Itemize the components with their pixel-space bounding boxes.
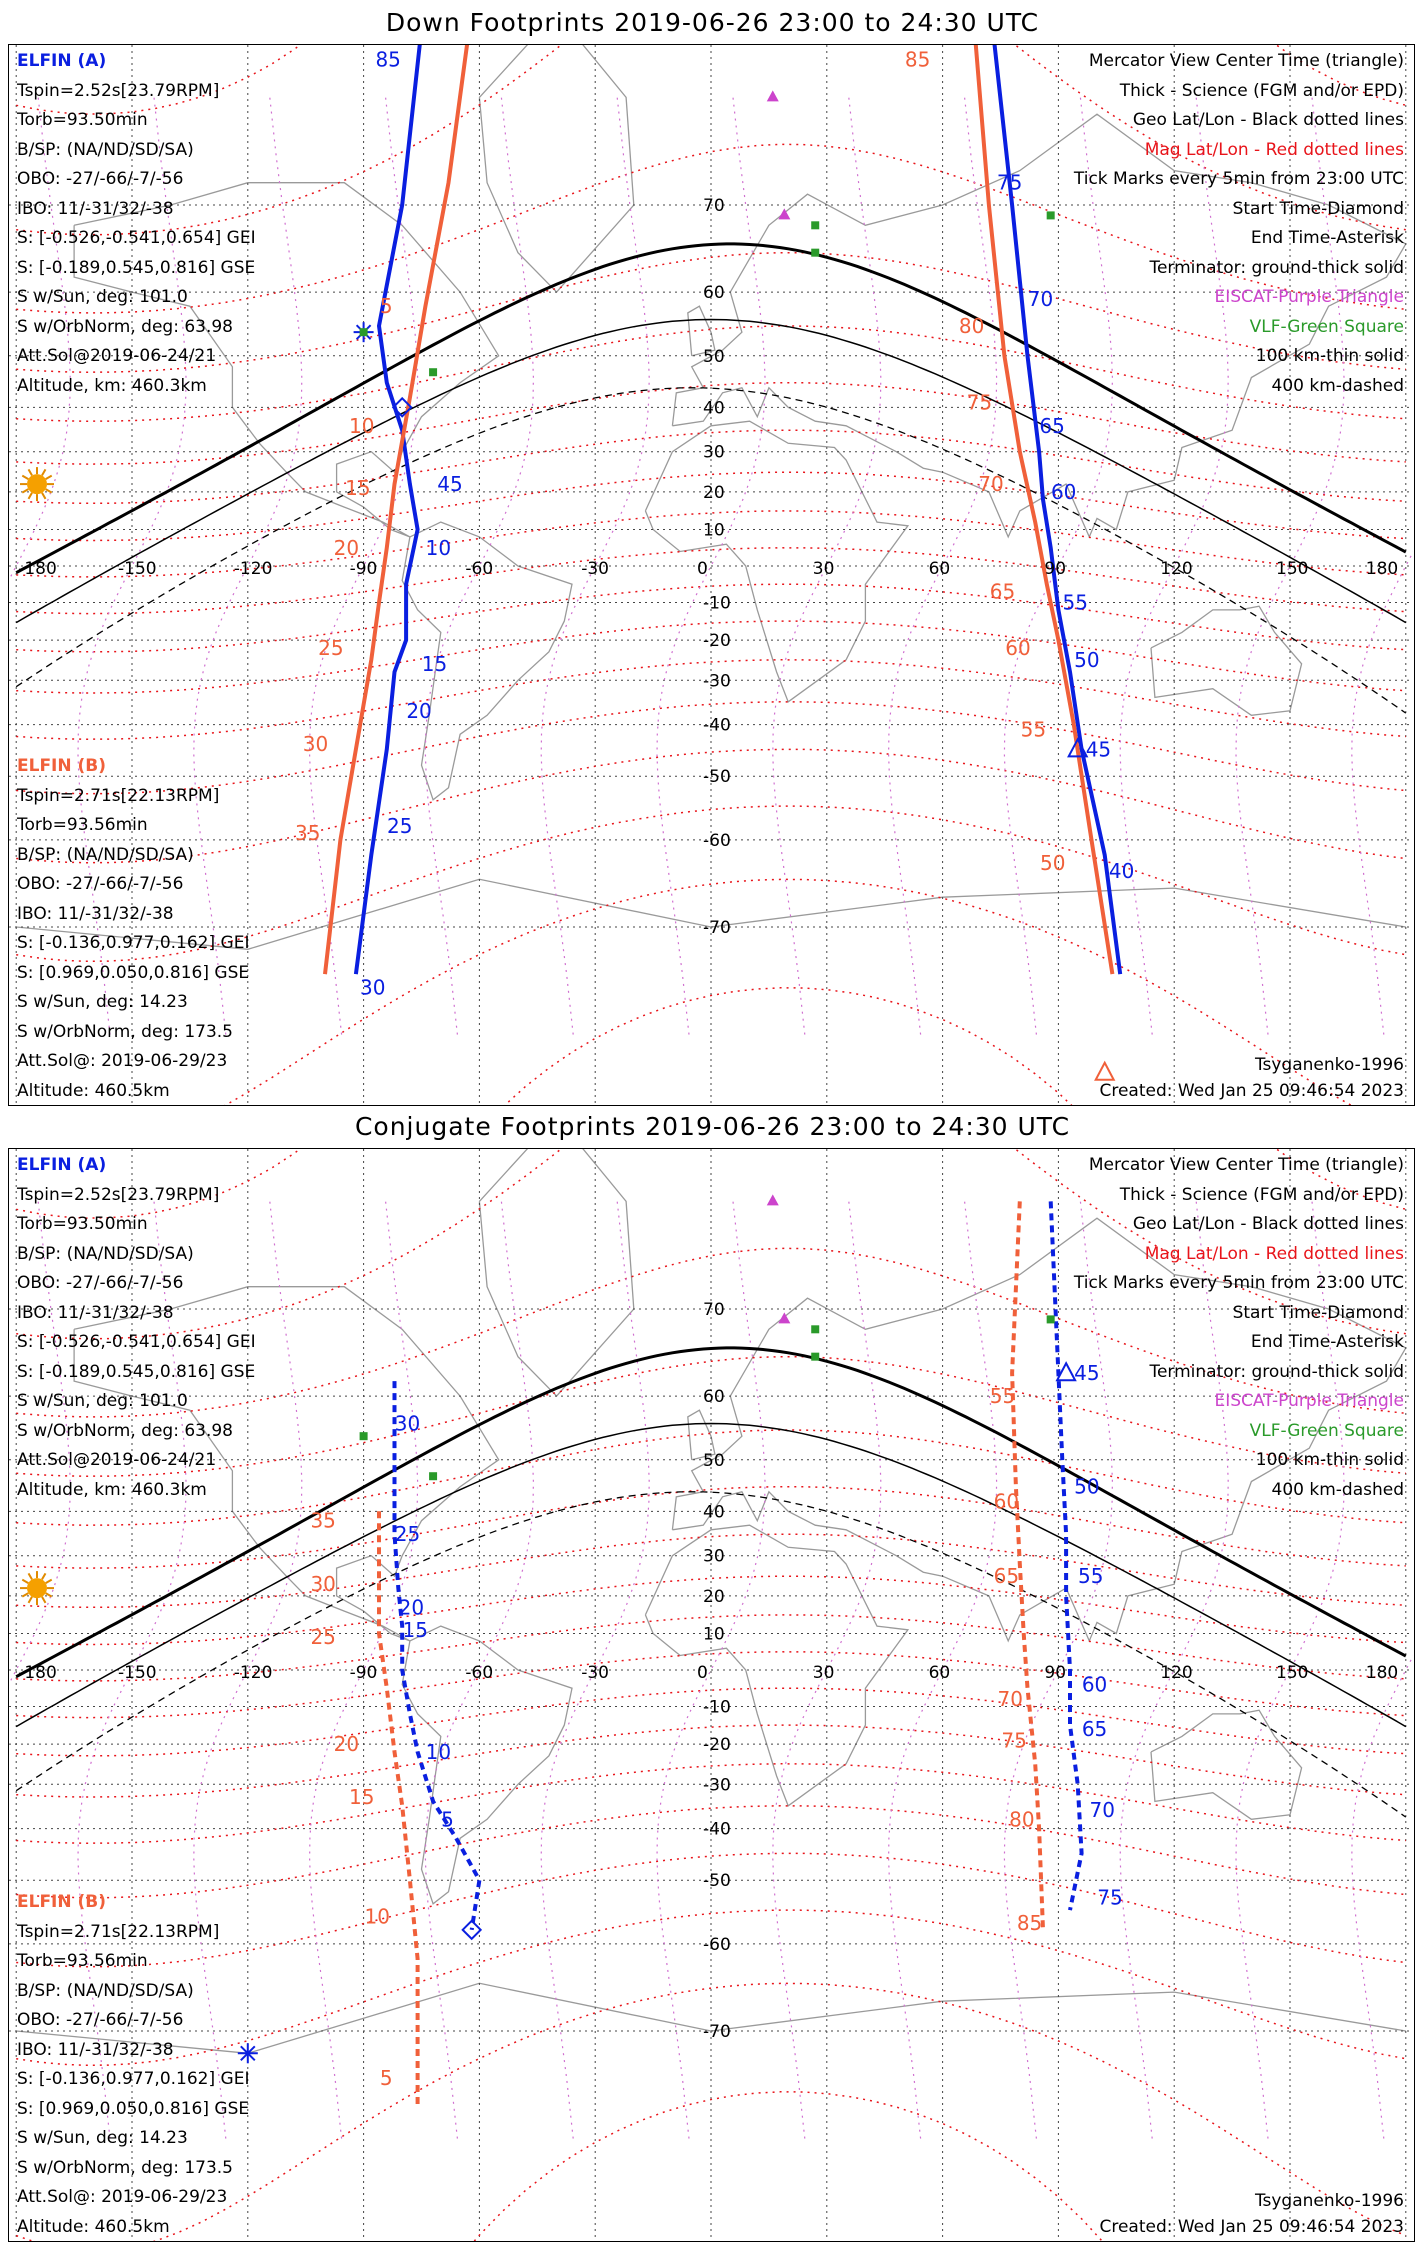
legend-item: Geo Lat/Lon - Black dotted lines <box>1132 110 1404 130</box>
track-b-time-label: 70 <box>978 472 1004 497</box>
legend-item: Mag Lat/Lon - Red dotted lines <box>1144 139 1404 160</box>
track-a-time-label: 70 <box>1027 287 1054 312</box>
track-a-time-label: 25 <box>394 1522 421 1547</box>
track-a-time-label: 5 <box>441 1807 454 1832</box>
center-time-triangle-icon <box>1096 1063 1114 1080</box>
legend-item: 100 km-thin solid <box>1255 346 1404 366</box>
lat-tick-label: -30 <box>703 671 731 692</box>
track-a-time-label: 45 <box>1074 1361 1100 1386</box>
lat-tick-label: 30 <box>703 442 725 463</box>
track-a-time-label: 45 <box>437 472 463 497</box>
lat-tick-label: 20 <box>703 482 725 503</box>
lat-tick-label: 30 <box>703 1546 725 1567</box>
track-b-time-label: 25 <box>310 1625 336 1650</box>
track-a-time-label: 60 <box>1050 479 1077 504</box>
track-b-time-label: 25 <box>318 635 344 660</box>
lat-tick-label: 40 <box>703 398 725 419</box>
track-a-time-label: 50 <box>1074 647 1100 672</box>
track-a-time-label: 10 <box>425 1739 452 1764</box>
elfin-b-info-line: Torb=93.56min <box>17 1951 148 1971</box>
track-b-time-label: 55 <box>1020 717 1047 742</box>
track-a-time-label: 30 <box>394 1411 421 1436</box>
elfin-a-info-line: B/SP: (NA/ND/SD/SA) <box>17 139 194 160</box>
lon-tick-label: -120 <box>233 559 273 579</box>
lon-tick-label: -90 <box>349 1663 378 1683</box>
lat-tick-label: -60 <box>703 1934 731 1955</box>
track-a-time-label: 70 <box>1089 1798 1116 1823</box>
start-diamond-icon <box>463 1921 481 1939</box>
legend-item: VLF-Green Square <box>1249 1420 1404 1441</box>
lat-tick-label: -20 <box>703 1735 731 1756</box>
elfin-b-info-line: S w/Sun, deg: 14.23 <box>17 992 188 1012</box>
created-timestamp: Created: Wed Jan 25 09:46:54 2023 <box>1099 1081 1404 1101</box>
lon-tick-label: 30 <box>812 1663 835 1683</box>
elfin-b-info-line: IBO: 11/-31/32/-38 <box>17 903 174 924</box>
lat-tick-label: 60 <box>703 283 725 304</box>
track-b-time-label: 55 <box>989 1384 1016 1409</box>
legend-item: Start Time-Diamond <box>1232 198 1404 219</box>
elfin-b-info-line: Tspin=2.71s[22.13RPM] <box>17 1921 220 1942</box>
green-square-icon <box>1047 211 1055 219</box>
track-b-time-label: 85 <box>1016 1911 1043 1936</box>
elfin-a-info-line: OBO: -27/-66/-7/-56 <box>17 1273 184 1293</box>
green-square-icon <box>360 1432 368 1440</box>
elfin-a-info-line: S: [-0.189,0.545,0.816] GSE <box>17 257 256 278</box>
elfin-a-info-line: B/SP: (NA/ND/SD/SA) <box>17 1243 194 1264</box>
lat-tick-label: -40 <box>703 1819 731 1840</box>
track-a-time-label: 85 <box>375 47 401 72</box>
lon-tick-label: -120 <box>233 1663 273 1683</box>
legend-item: EISCAT-Purple Triangle <box>1214 287 1404 307</box>
elfin-a-info-line: IBO: 11/-31/32/-38 <box>17 1302 174 1323</box>
track-b-time-label: 80 <box>958 313 985 338</box>
elfin-b-info-line: S: [0.969,0.050,0.816] GSE <box>17 962 250 983</box>
elfin-a-info <box>17 1151 256 1505</box>
station-markers <box>360 1194 1055 1480</box>
track-a-time-label: 50 <box>1074 1474 1100 1499</box>
elfin-b-info-line: S: [-0.136,0.977,0.162] GEI <box>17 2069 250 2089</box>
elfin-a-info-line: Tspin=2.52s[23.79RPM] <box>17 1184 220 1205</box>
lat-tick-label: -60 <box>703 830 731 851</box>
track-a-time-label: 65 <box>1039 413 1065 438</box>
elfin-b-info-line: OBO: -27/-66/-7/-56 <box>17 874 184 894</box>
elfin-a-info-line: Altitude, km: 460.3km <box>17 375 207 396</box>
track-b-time-label: 50 <box>1039 850 1066 875</box>
track-b-time-label: 30 <box>302 732 329 757</box>
elfin-a-header: ELFIN (A) <box>17 1155 107 1175</box>
track-a-time-label: 10 <box>425 535 452 560</box>
lat-tick-label: -40 <box>703 715 731 736</box>
elfin-a-info-line: Torb=93.50min <box>17 1214 148 1234</box>
station-markers <box>360 90 1055 376</box>
elfin-a-info-line: S w/OrbNorm, deg: 63.98 <box>17 1420 234 1441</box>
legend-item: 400 km-dashed <box>1271 375 1404 396</box>
elfin-a-info-line: Att.Sol@2019-06-24/21 <box>17 346 217 366</box>
track-a-time-label: 60 <box>1081 1672 1108 1697</box>
track-b-time-label: 80 <box>1009 1807 1035 1832</box>
created-timestamp: Created: Wed Jan 25 09:46:54 2023 <box>1099 2217 1404 2237</box>
track-a-time-label: 40 <box>1108 858 1135 883</box>
lon-tick-label: 150 <box>1276 1663 1309 1683</box>
elfin-b-info-line: Tspin=2.71s[22.13RPM] <box>17 785 220 806</box>
lon-tick-label: -150 <box>118 559 157 579</box>
track-a-time-label: 45 <box>1085 737 1112 762</box>
lon-tick-label: 120 <box>1160 1663 1193 1683</box>
elfin-a-info-line: S: [-0.189,0.545,0.816] GSE <box>17 1361 256 1382</box>
sun-icon <box>20 467 54 501</box>
elfin-a-info <box>17 47 256 401</box>
elfin-b-info-line: IBO: 11/-31/32/-38 <box>17 2039 174 2060</box>
elfin-b-header: ELFIN (B) <box>17 756 107 776</box>
elfin-a-info-line: S w/Sun, deg: 101.0 <box>17 287 188 307</box>
panel-title: Conjugate Footprints 2019-06-26 23:00 to 24:30 UTC <box>354 1112 1071 1141</box>
legend-item: Terminator: ground-thick solid <box>1149 1361 1404 1382</box>
green-square-icon <box>811 249 819 257</box>
elfin-a-info-line: S: [-0.526,-0.541,0.654] GEI <box>17 1332 256 1352</box>
lat-tick-label: 70 <box>703 196 725 217</box>
elfin-b-info-line: Torb=93.56min <box>17 815 148 835</box>
track-a-time-label: 55 <box>1062 590 1088 615</box>
track-b-time-label: 35 <box>310 1508 336 1533</box>
track-b-time-label: 20 <box>333 1732 360 1757</box>
track-b-time-label: 15 <box>345 475 371 500</box>
lat-tick-label: -30 <box>703 1775 731 1796</box>
elfin-b-info-line: Altitude: 460.5km <box>17 2216 170 2237</box>
legend <box>1074 47 1404 401</box>
lat-tick-label: 40 <box>703 1502 725 1523</box>
legend-item: Mercator View Center Time (triangle) <box>1088 51 1404 71</box>
purple-triangle-icon <box>767 90 779 101</box>
track-b-time-label: 20 <box>333 535 360 560</box>
lon-tick-label: -30 <box>581 559 609 579</box>
legend-item: 400 km-dashed <box>1271 1479 1404 1500</box>
elfin-b-info-line: S w/OrbNorm, deg: 173.5 <box>17 2157 234 2178</box>
conjugate-footprints-map <box>8 1148 1415 2242</box>
green-square-icon <box>811 221 819 229</box>
lat-tick-label: -70 <box>703 917 731 938</box>
track-a-time-label: 55 <box>1077 1564 1104 1589</box>
track-a-time-label: 75 <box>1097 1885 1123 1910</box>
elfin-b-info-line: S: [0.969,0.050,0.816] GSE <box>17 2098 250 2119</box>
track-b-time-label: 15 <box>349 1785 375 1810</box>
track-a-time-label: 30 <box>360 975 386 1000</box>
lon-tick-label: 60 <box>928 1663 951 1683</box>
lon-tick-label: -180 <box>18 1663 57 1683</box>
track-a-time-label: 15 <box>402 1617 428 1642</box>
lat-tick-label: 50 <box>703 346 725 367</box>
elfin-a-info-line: Altitude, km: 460.3km <box>17 1479 207 1500</box>
legend-item: EISCAT-Purple Triangle <box>1214 1391 1404 1411</box>
lat-tick-label: -50 <box>703 1871 731 1892</box>
lon-tick-label: -150 <box>118 1663 157 1683</box>
elfin-a-info-line: S w/Sun, deg: 101.0 <box>17 1391 188 1411</box>
track-b-time-label: 5 <box>379 2066 393 2091</box>
green-square-icon <box>811 1353 819 1361</box>
elfin-a-info-line: S w/OrbNorm, deg: 63.98 <box>17 316 234 337</box>
lat-tick-label: -70 <box>703 2021 731 2042</box>
track-b-time-label: 65 <box>989 579 1016 604</box>
track-a-time-label: 20 <box>398 1595 425 1620</box>
track-b-time-label: 75 <box>966 390 993 415</box>
lon-tick-label: -60 <box>465 1663 494 1683</box>
green-square-icon <box>360 328 368 336</box>
green-square-icon <box>429 368 437 376</box>
sun-icon <box>20 1571 54 1605</box>
legend-item: Start Time-Diamond <box>1232 1302 1404 1323</box>
green-square-icon <box>1047 1315 1055 1323</box>
track-b-time-label: 5 <box>379 294 393 319</box>
lon-tick-label: 120 <box>1160 559 1193 579</box>
track-b-time-label: 30 <box>310 1572 336 1597</box>
elfin-b-info-line: S w/Sun, deg: 14.23 <box>17 2128 188 2148</box>
lat-tick-label: -10 <box>703 593 731 614</box>
legend-item: VLF-Green Square <box>1249 316 1404 337</box>
legend-item: 100 km-thin solid <box>1255 1450 1404 1470</box>
lat-tick-label: 70 <box>703 1300 725 1321</box>
track-b-time-label: 70 <box>997 1687 1023 1712</box>
lat-tick-label: -50 <box>703 767 731 788</box>
legend-item: Tick Marks every 5min from 23:00 UTC <box>1073 1273 1404 1293</box>
lon-tick-label: 90 <box>1044 1663 1067 1683</box>
green-square-icon <box>811 1325 819 1333</box>
track-a-time-label: 20 <box>406 698 432 723</box>
lon-tick-label: 0 <box>697 559 708 579</box>
elfin-b-info <box>17 752 249 1106</box>
lon-tick-label: -60 <box>465 559 494 579</box>
elfin-b-info-line: B/SP: (NA/ND/SD/SA) <box>17 844 194 865</box>
elfin-a-info-line: Torb=93.50min <box>17 110 148 130</box>
elfin-b-header: ELFIN (B) <box>17 1892 107 1912</box>
track-a-time-label: 15 <box>421 651 448 676</box>
lat-tick-label: 20 <box>703 1586 725 1607</box>
elfin-a-info-line: S: [-0.526,-0.541,0.654] GEI <box>17 228 256 248</box>
legend-item: Tick Marks every 5min from 23:00 UTC <box>1073 169 1404 189</box>
legend-item: Mag Lat/Lon - Red dotted lines <box>1144 1243 1404 1264</box>
elfin-b-info-line: Att.Sol@: 2019-06-29/23 <box>17 2187 228 2207</box>
lat-tick-label: -20 <box>703 631 731 652</box>
elfin-a-info-line: OBO: -27/-66/-7/-56 <box>17 169 184 189</box>
track-b-time-label: 85 <box>904 47 931 72</box>
track-b-time-label: 75 <box>1001 1728 1027 1753</box>
legend-item: Geo Lat/Lon - Black dotted lines <box>1132 1214 1404 1234</box>
lon-tick-label: 60 <box>928 559 951 579</box>
legend-item: End Time-Asterisk <box>1250 228 1404 248</box>
green-square-icon <box>429 1472 437 1480</box>
down-footprints-map <box>8 44 1415 1106</box>
elfin-a-info-line: Tspin=2.52s[23.79RPM] <box>17 80 220 101</box>
track-b-time-label: 60 <box>993 1489 1020 1514</box>
track-a-time-label: 75 <box>996 170 1023 195</box>
track-b-time-label: 65 <box>993 1564 1020 1589</box>
lon-tick-label: 90 <box>1044 559 1067 579</box>
model-label: Tsyganenko-1996 <box>1254 2191 1404 2211</box>
track-b-time-label: 35 <box>295 820 321 845</box>
lon-tick-label: -30 <box>581 1663 609 1683</box>
lat-tick-label: -10 <box>703 1697 731 1718</box>
lat-tick-label: 60 <box>703 1387 725 1408</box>
legend-item: End Time-Asterisk <box>1250 1332 1404 1352</box>
track-b-time-label: 10 <box>349 413 375 438</box>
lon-tick-label: 150 <box>1276 559 1309 579</box>
lon-tick-label: -180 <box>18 559 57 579</box>
legend-item: Thick - Science (FGM and/or EPD) <box>1119 80 1404 101</box>
elfin-b-info-line: OBO: -27/-66/-7/-56 <box>17 2010 184 2030</box>
elfin-a-info-line: IBO: 11/-31/32/-38 <box>17 198 174 219</box>
legend-item: Terminator: ground-thick solid <box>1149 257 1404 278</box>
track-a-time-label: 65 <box>1081 1716 1108 1741</box>
legend-item: Thick - Science (FGM and/or EPD) <box>1119 1184 1404 1205</box>
elfin-a-header: ELFIN (A) <box>17 51 107 71</box>
legend <box>1074 1151 1404 1505</box>
elfin-b-info-line: B/SP: (NA/ND/SD/SA) <box>17 1980 194 2001</box>
elfin-a-info-line: Att.Sol@2019-06-24/21 <box>17 1450 217 1470</box>
model-label: Tsyganenko-1996 <box>1254 1055 1404 1075</box>
elfin-b-info-line: S w/OrbNorm, deg: 173.5 <box>17 1021 234 1042</box>
purple-triangle-icon <box>767 1194 779 1205</box>
elfin-b-info <box>17 1888 249 2242</box>
elfin-b-info-line: S: [-0.136,0.977,0.162] GEI <box>17 933 250 953</box>
legend-item: Mercator View Center Time (triangle) <box>1088 1155 1404 1175</box>
elfin-b-info-line: Altitude: 460.5km <box>17 1080 170 1101</box>
lon-tick-label: -90 <box>349 559 378 579</box>
track-b-time-label: 60 <box>1005 635 1031 660</box>
track-b-time-label: 10 <box>364 1904 390 1929</box>
lon-tick-label: 180 <box>1365 559 1399 579</box>
lon-tick-label: 180 <box>1365 1663 1399 1683</box>
lat-tick-label: 10 <box>703 520 725 541</box>
lon-tick-label: 30 <box>812 559 835 579</box>
elfin-b-info-line: Att.Sol@: 2019-06-29/23 <box>17 1051 228 1071</box>
panel-title: Down Footprints 2019-06-26 23:00 to 24:30 UTC <box>385 8 1040 37</box>
lon-tick-label: 0 <box>697 1663 708 1683</box>
lat-tick-label: 50 <box>703 1450 725 1471</box>
track-a-time-label: 25 <box>387 813 413 838</box>
lat-tick-label: 10 <box>703 1624 725 1645</box>
